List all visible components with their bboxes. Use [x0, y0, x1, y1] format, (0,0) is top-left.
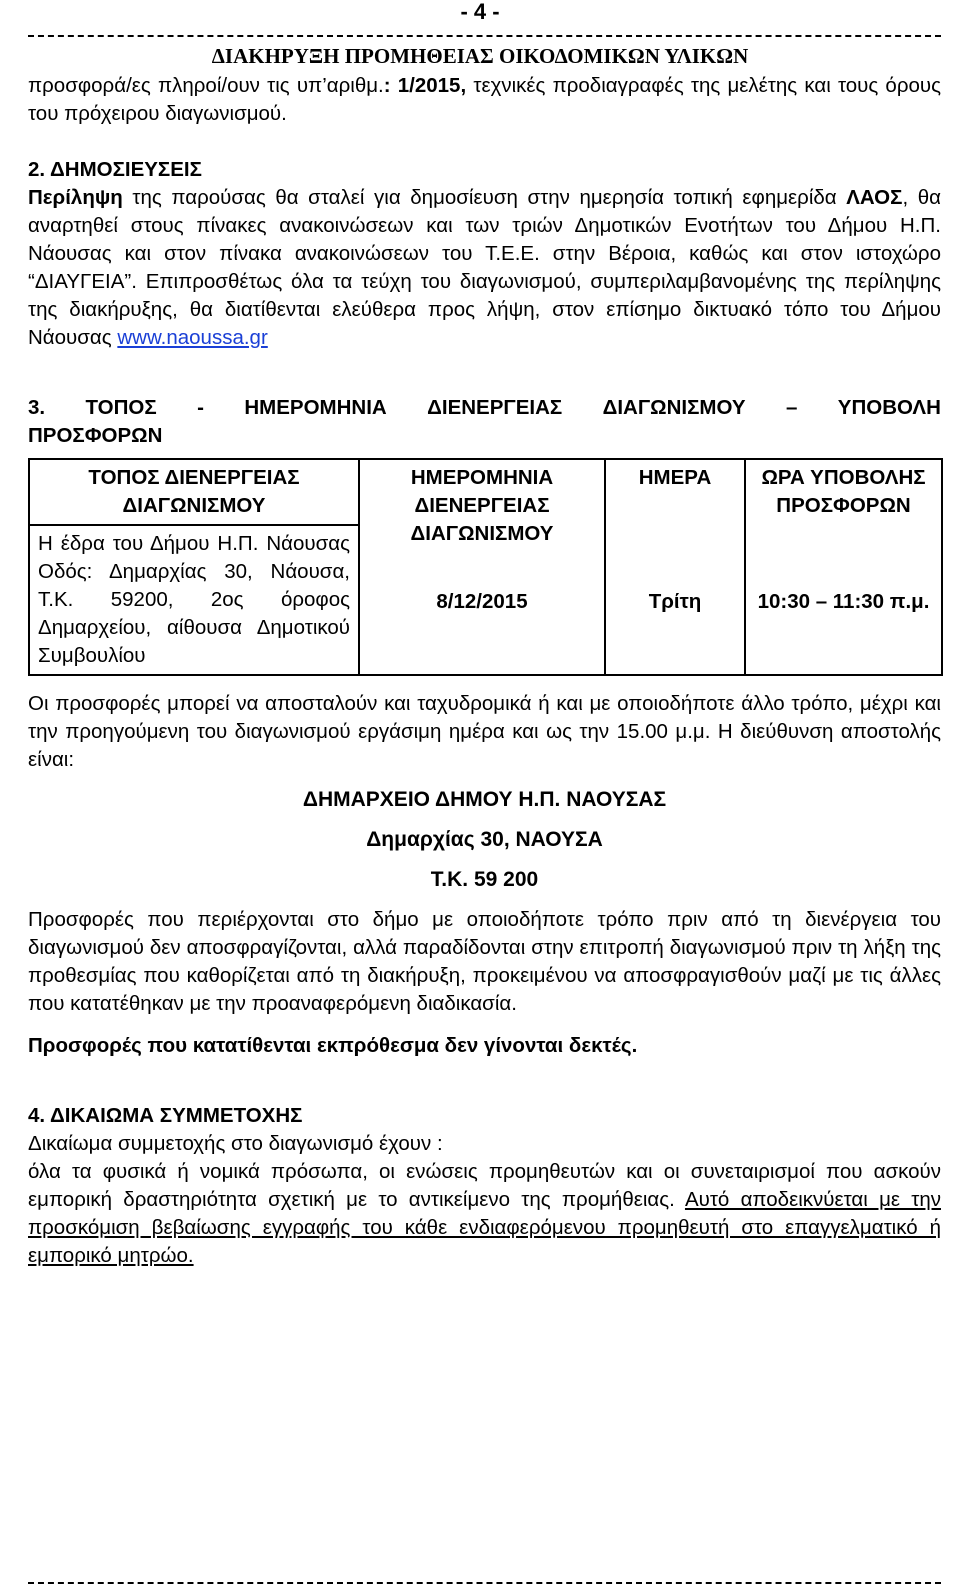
intro-text-2: τεχνικές προδιαγραφές της μελέτης και τους όρους του πρόχειρου διαγωνισμού.	[28, 74, 941, 125]
mailing-address-line-1: ΔΗΜΑΡΧΕΙΟ ΔΗΜΟΥ Η.Π. ΝΑΟΥΣΑΣ	[302, 788, 667, 811]
heading-word: ΗΜΕΡΟΜΗΝΙΑ	[244, 396, 387, 419]
footer-divider	[28, 1582, 941, 1584]
document-title: ΔΙΑΚΗΡΥΞΗ ΠΡΟΜΗΘΕΙΑΣ ΟΙΚΟΔΟΜΙΚΩΝ ΥΛΙΚΩΝ	[211, 44, 749, 68]
header-time-and-value	[745, 459, 942, 675]
heading-word: ΤΟΠΟΣ	[85, 396, 157, 419]
heading-word: ΔΙΕΝΕΡΓΕΙΑΣ	[427, 396, 563, 419]
section-2-heading: 2. ΔΗΜΟΣΙΕΥΣΕΙΣ	[28, 158, 202, 181]
heading-word: ΔΙΑΓΩΝΙΣΜΟΥ	[602, 396, 746, 419]
heading-word: -	[197, 396, 204, 419]
table-header-row	[29, 459, 942, 525]
summary-label: Περίληψη	[28, 186, 123, 209]
early-offers-paragraph: Προσφορές που περιέρχονται στο δήμο με οποιοδήποτε τρόπο πριν από τη διενέργεια του διαγωνισμού δεν αποσφραγίζονται, αλλά παραδίδονται στην επιτροπή διαγωνισμού πριν τη λήξη της προθεσμίας που καθορίζεται από τη διακήρυξη, προκειμένου να αποσφραγισθούν μαζί με τις άλλες που κατατέθηκαν με την προαναφερόμενη διαδικασία.	[28, 908, 941, 1015]
newspaper-name: ΛΑΟΣ	[846, 186, 903, 209]
intro-text-1: προσφορά/ες πληροί/ουν τις υπ’αριθμ.	[28, 74, 384, 97]
s2-text-1: της παρούσας θα σταλεί για δημοσίευση στην ημερησία τοπική εφημερίδα	[122, 186, 847, 209]
header-day: ΗΜΕΡΑ	[638, 466, 712, 489]
header-day-and-value	[605, 459, 745, 675]
submission-time: 10:30 – 11:30 π.μ.	[757, 590, 930, 613]
header-date-and-value	[359, 459, 605, 675]
header-place: ΤΟΠΟΣ ΔΙΕΝΕΡΓΕΙΑΣ ΔΙΑΓΩΝΙΣΜΟΥ	[29, 459, 359, 525]
section-3-heading-line2: ΠΡΟΣΦΟΡΩΝ	[28, 424, 163, 447]
header-date: ΗΜΕΡΟΜΗΝΙΑ ΔΙΕΝΕΡΓΕΙΑΣ ΔΙΑΓΩΝΙΣΜΟΥ	[410, 466, 554, 545]
tender-date: 8/12/2015	[436, 590, 528, 613]
heading-word: ΥΠΟΒΟΛΗ	[837, 396, 941, 419]
s2-text-2: , θα αναρτηθεί στους πίνακες ανακοινώσεων και των τριών Δημοτικών Ενοτήτων του Δήμου Η.Π. Νάουσας και στον πίνακα ανακοινώσεων του Τ.Ε.Ε. στην Βέροια, καθώς και στον ιστοχώρο “ΔΙΑΥΓΕΙΑ”. Επιπροσθέτως όλα τα τεύχη του διαγωνισμού, συμπεριλαμβανομένης της περίληψης της διακήρυξης, θα διατίθενται ελεύθερα προς λήψη, στον επίσημο δικτυακό τόπο του Δήμου Νάουσας	[28, 186, 941, 349]
tender-schedule-table	[28, 458, 943, 676]
mailing-address-line-2: Δημαρχίας 30, ΝΑΟΥΣΑ	[366, 828, 603, 851]
section-2-paragraph	[28, 184, 941, 352]
postal-submission-paragraph: Οι προσφορές μπορεί να αποσταλούν και ταχυδρομικά ή και με οποιοδήποτε άλλο τρόπο, μέχρι και την προηγούμενη του διαγωνισμού εργάσιμη ημέρα και ως την 15.00 μ.μ. Η διεύθυνση αποστολής είναι:	[28, 692, 941, 771]
section-3-heading	[28, 394, 941, 422]
section-4-intro: Δικαίωμα συμμετοχής στο διαγωνισμό έχουν :	[28, 1132, 443, 1155]
heading-word: –	[785, 396, 798, 419]
heading-word: 3.	[28, 396, 46, 419]
header-time: ΩΡΑ ΥΠΟΒΟΛΗΣ ΠΡΟΣΦΟΡΩΝ	[761, 466, 926, 517]
intro-paragraph	[28, 72, 941, 128]
late-offers-notice: Προσφορές που κατατίθενται εκπρόθεσμα δεν γίνονται δεκτές.	[28, 1034, 638, 1057]
tender-day: Τρίτη	[648, 590, 702, 613]
tender-place: Η έδρα του Δήμου Η.Π. Νάουσας Οδός: Δημαρχίας 30, Νάουσα, Τ.Κ. 59200, 2ος όροφος Δημαρχείου, αίθουσα Δημοτικού Συμβουλίου	[29, 525, 359, 675]
eligibility-text: όλα τα φυσικά ή νομικά πρόσωπα, οι ενώσεις προμηθευτών και οι συνεταιρισμοί που ασκούν εμπορική δραστηριότητα σχετική με το αντικείμενο της προμήθειας.	[28, 1160, 941, 1211]
page-body	[28, 72, 941, 1270]
mailing-address-line-3: Τ.Κ. 59 200	[430, 868, 539, 891]
section-4-heading: 4. ΔΙΚΑΙΩΜΑ ΣΥΜΜΕΤΟΧΗΣ	[28, 1104, 303, 1127]
intro-ref-number: : 1/2015,	[383, 74, 467, 97]
page-number: - 4 -	[460, 0, 500, 24]
naoussa-website-link[interactable]: www.naoussa.gr	[117, 326, 268, 349]
eligibility-proof-text: Αυτό αποδεικνύεται με την προσκόμιση βεβαίωσης εγγραφής του κάθε ενδιαφερόμενου προμηθευτή στο επαγγελματικό ή εμπορικό μητρώο.	[28, 1188, 941, 1267]
header-divider	[28, 35, 941, 37]
section-4-paragraph	[28, 1158, 941, 1270]
